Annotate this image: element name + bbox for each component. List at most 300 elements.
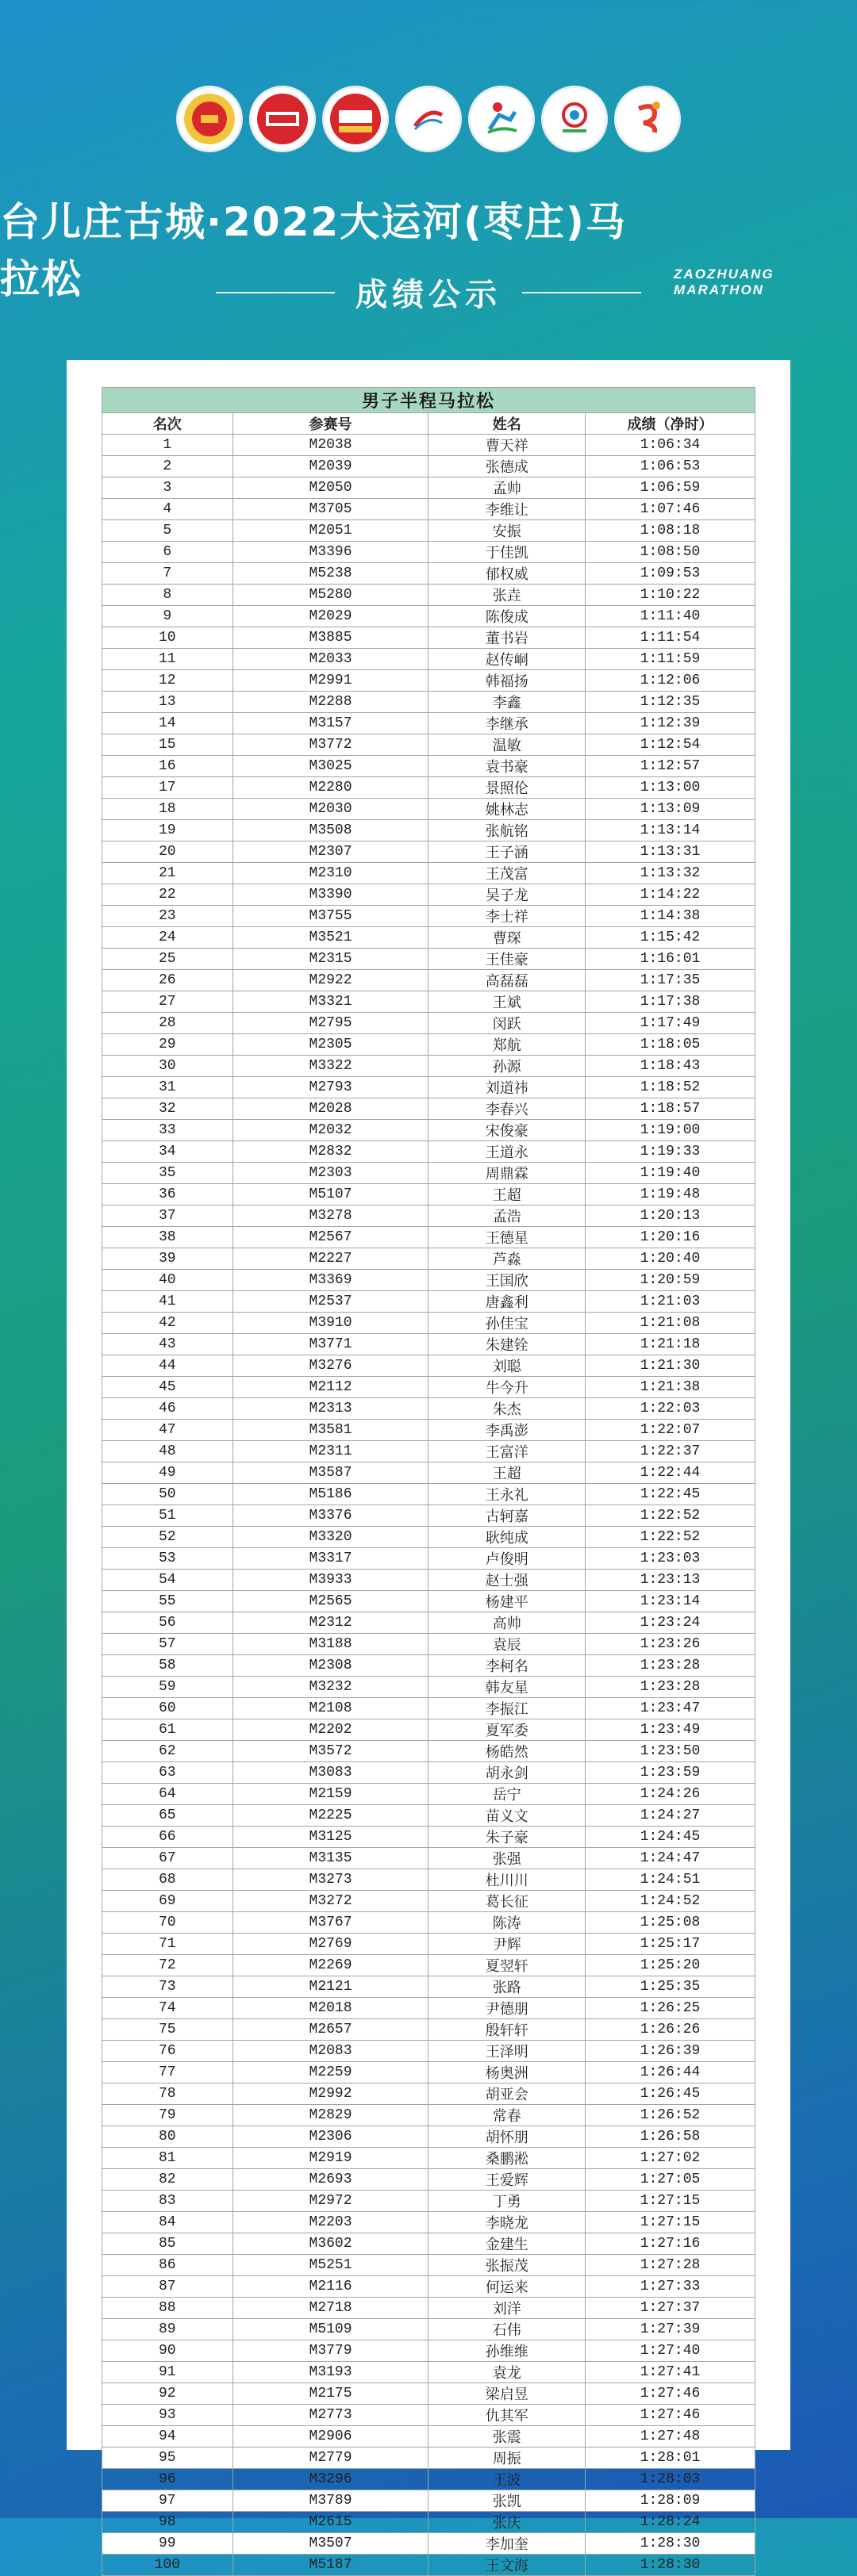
cell-rank: 40 [102,1270,233,1291]
cell-bib: M2615 [233,2512,428,2533]
cell-rank: 55 [102,1591,233,1612]
cell-rank: 1 [102,435,233,456]
cell-rank: 52 [102,1527,233,1548]
cell-name: 袁书豪 [428,756,586,777]
table-row [102,2298,755,2319]
cell-time: 1:24:26 [586,1784,755,1805]
table-row [102,2062,755,2083]
cell-bib: M2537 [233,1291,428,1313]
china-logo [395,86,462,152]
cell-name: 郑航 [428,1034,586,1056]
cell-time: 1:22:45 [586,1484,755,1505]
cell-name: 王斌 [428,991,586,1013]
cell-time: 1:12:06 [586,670,755,692]
table-row [102,713,755,734]
cell-name: 吴子龙 [428,884,586,906]
cell-time: 1:27:48 [586,2426,755,2448]
table-row [102,1098,755,1120]
cell-rank: 84 [102,2212,233,2233]
cell-bib: M2305 [233,1034,428,1056]
cell-bib: M5280 [233,585,428,606]
cell-bib: M3390 [233,884,428,906]
cell-time: 1:27:28 [586,2255,755,2276]
cell-rank: 13 [102,692,233,713]
table-row [102,2362,755,2383]
cell-bib: M2991 [233,670,428,692]
cell-name: 高磊磊 [428,970,586,991]
cell-name: 常春 [428,2105,586,2126]
cell-time: 1:23:50 [586,1741,755,1762]
cell-bib: M2793 [233,1077,428,1098]
cell-bib: M2121 [233,1976,428,1998]
cell-rank: 66 [102,1827,233,1848]
cell-bib: M3125 [233,1827,428,1848]
cell-name: 温敏 [428,734,586,756]
cell-name: 古轲嘉 [428,1505,586,1527]
cell-rank: 44 [102,1355,233,1377]
table-row [102,585,755,606]
table-row [102,734,755,756]
table-row [102,1612,755,1634]
cell-bib: M2202 [233,1719,428,1741]
cell-name: 朱子豪 [428,1827,586,1848]
cell-bib: M2050 [233,477,428,499]
cell-time: 1:19:33 [586,1141,755,1163]
cell-rank: 86 [102,2255,233,2276]
cell-name: 高帅 [428,1612,586,1634]
cell-rank: 67 [102,1848,233,1869]
cell-name: 景照伦 [428,777,586,799]
caa-gold-race-logo [249,86,316,152]
cell-time: 1:20:13 [586,1206,755,1227]
cell-time: 1:27:46 [586,2405,755,2426]
cell-name: 陈涛 [428,1912,586,1934]
cell-rank: 93 [102,2405,233,2426]
cell-bib: M2829 [233,2105,428,2126]
table-row [102,756,755,777]
table-row [102,1334,755,1355]
table-row [102,1912,755,1934]
heading-divider-left [216,292,335,293]
table-row [102,1313,755,1334]
cell-rank: 24 [102,927,233,949]
cell-time: 1:26:44 [586,2062,755,2083]
cell-name: 曹琛 [428,927,586,949]
cell-bib: M2116 [233,2276,428,2298]
table-row [102,777,755,799]
cell-bib: M3933 [233,1570,428,1591]
cell-bib: M2303 [233,1163,428,1184]
table-row [102,1077,755,1098]
cell-time: 1:13:09 [586,799,755,820]
cell-bib: M3193 [233,2362,428,2383]
cell-bib: M2906 [233,2426,428,2448]
cell-bib: M3273 [233,1869,428,1891]
table-row [102,1570,755,1591]
cell-time: 1:25:35 [586,1976,755,1998]
table-row [102,2083,755,2105]
cell-name: 桑鹏淞 [428,2148,586,2169]
table-row [102,820,755,841]
cell-bib: M3885 [233,627,428,649]
cell-time: 1:26:26 [586,2019,755,2041]
cell-time: 1:23:03 [586,1548,755,1570]
cell-name: 李士祥 [428,906,586,927]
cell-time: 1:27:33 [586,2276,755,2298]
cell-time: 1:24:52 [586,1891,755,1912]
cell-rank: 27 [102,991,233,1013]
cell-bib: M2288 [233,692,428,713]
cell-bib: M2312 [233,1612,428,1634]
cell-name: 袁龙 [428,2362,586,2383]
column-header-name: 姓名 [428,413,586,435]
table-row [102,2276,755,2298]
cell-time: 1:20:16 [586,1227,755,1248]
cell-time: 1:23:24 [586,1612,755,1634]
cell-time: 1:26:52 [586,2105,755,2126]
cell-time: 1:20:40 [586,1248,755,1270]
table-row [102,1934,755,1955]
cell-time: 1:22:03 [586,1398,755,1420]
cell-time: 1:21:38 [586,1377,755,1398]
cell-time: 1:21:30 [586,1355,755,1377]
table-row [102,799,755,820]
cell-rank: 31 [102,1077,233,1098]
cell-name: 卢俊明 [428,1548,586,1570]
cell-name: 唐鑫利 [428,1291,586,1313]
cell-bib: M2225 [233,1805,428,1827]
cell-rank: 96 [102,2469,233,2490]
cell-time: 1:25:20 [586,1955,755,1976]
table-row [102,477,755,499]
cell-rank: 91 [102,2362,233,2383]
cell-rank: 54 [102,1570,233,1591]
cell-rank: 58 [102,1655,233,1677]
cell-time: 1:21:18 [586,1334,755,1355]
cell-time: 1:06:53 [586,456,755,477]
cell-time: 1:12:39 [586,713,755,734]
cell-name: 赵士强 [428,1570,586,1591]
results-table [102,387,755,2576]
cell-bib: M3771 [233,1334,428,1355]
cell-time: 1:27:16 [586,2233,755,2255]
table-row [102,1548,755,1570]
cell-bib: M2779 [233,2448,428,2469]
cell-bib: M2280 [233,777,428,799]
table-row [102,1034,755,1056]
cell-name: 尹德朋 [428,1998,586,2019]
cell-bib: M2919 [233,2148,428,2169]
cell-name: 夏军委 [428,1719,586,1741]
cell-rank: 11 [102,649,233,670]
cell-bib: M3789 [233,2490,428,2512]
cell-bib: M3507 [233,2533,428,2555]
table-row [102,841,755,863]
table-row [102,2105,755,2126]
cell-time: 1:12:35 [586,692,755,713]
cell-bib: M2051 [233,520,428,542]
cell-bib: M2108 [233,1698,428,1719]
table-row [102,1206,755,1227]
cell-bib: M2773 [233,2405,428,2426]
table-row [102,1270,755,1291]
cell-name: 王子涵 [428,841,586,863]
cell-name: 岳宁 [428,1784,586,1805]
cell-rank: 73 [102,1976,233,1998]
cell-name: 王泽明 [428,2041,586,2062]
cell-time: 1:28:03 [586,2469,755,2490]
cell-name: 李禹澎 [428,1420,586,1441]
cell-bib: M2972 [233,2191,428,2212]
table-row [102,2405,755,2426]
cell-rank: 61 [102,1719,233,1741]
cell-name: 杨皓然 [428,1741,586,1762]
cell-rank: 49 [102,1462,233,1484]
table-row [102,2169,755,2191]
cell-rank: 90 [102,2340,233,2362]
cell-rank: 82 [102,2169,233,2191]
cell-bib: M3376 [233,1505,428,1527]
table-row [102,2191,755,2212]
table-row [102,1484,755,1505]
cell-name: 王道永 [428,1141,586,1163]
table-row [102,1377,755,1398]
cell-bib: M2313 [233,1398,428,1420]
cell-bib: M3705 [233,499,428,520]
cell-time: 1:26:39 [586,2041,755,2062]
table-row [102,1420,755,1441]
cell-time: 1:24:51 [586,1869,755,1891]
cell-time: 1:18:05 [586,1034,755,1056]
cell-time: 1:24:27 [586,1805,755,1827]
table-row [102,2555,755,2576]
cell-name: 王超 [428,1184,586,1206]
table-row [102,1527,755,1548]
cell-time: 1:23:49 [586,1719,755,1741]
cell-name: 张震 [428,2426,586,2448]
table-row [102,435,755,456]
cell-name: 石伟 [428,2319,586,2340]
results-card [67,360,790,2574]
cell-name: 张庆 [428,2512,586,2533]
cell-name: 李柯名 [428,1655,586,1677]
cell-time: 1:26:45 [586,2083,755,2105]
cell-rank: 42 [102,1313,233,1334]
cell-bib: M2311 [233,1441,428,1462]
table-row [102,863,755,884]
cell-bib: M3572 [233,1741,428,1762]
table-row [102,1719,755,1741]
table-row [102,884,755,906]
cell-rank: 23 [102,906,233,927]
cell-name: 李振江 [428,1698,586,1719]
cell-time: 1:16:01 [586,949,755,970]
cell-rank: 30 [102,1056,233,1077]
cell-name: 袁辰 [428,1634,586,1655]
cell-time: 1:28:30 [586,2555,755,2576]
table-row [102,2019,755,2041]
cell-bib: M2033 [233,649,428,670]
cell-name: 张振茂 [428,2255,586,2276]
cell-rank: 81 [102,2148,233,2169]
table-row [102,1976,755,1998]
cell-bib: M2032 [233,1120,428,1141]
cell-rank: 72 [102,1955,233,1976]
cell-time: 1:23:59 [586,1762,755,1784]
cell-bib: M3188 [233,1634,428,1655]
cell-name: 何运来 [428,2276,586,2298]
cell-name: 周振 [428,2448,586,2469]
cell-name: 金建生 [428,2233,586,2255]
table-row [102,2383,755,2405]
cell-rank: 8 [102,585,233,606]
cell-time: 1:27:40 [586,2340,755,2362]
cell-name: 韩福扬 [428,670,586,692]
cell-time: 1:11:59 [586,649,755,670]
cell-name: 李维让 [428,499,586,520]
cell-time: 1:27:15 [586,2212,755,2233]
cell-name: 刘道祎 [428,1077,586,1098]
cell-bib: M3232 [233,1677,428,1698]
cell-bib: M2259 [233,2062,428,2083]
cell-name: 陈俊成 [428,606,586,627]
table-row [102,456,755,477]
cell-bib: M2657 [233,2019,428,2041]
table-row [102,2212,755,2233]
cell-rank: 2 [102,456,233,477]
cell-time: 1:10:22 [586,585,755,606]
cell-bib: M2315 [233,949,428,970]
cell-time: 1:13:14 [586,820,755,841]
cell-name: 胡永剑 [428,1762,586,1784]
cell-bib: M2565 [233,1591,428,1612]
cell-name: 夏翌轩 [428,1955,586,1976]
cell-bib: M3320 [233,1527,428,1548]
table-row [102,1056,755,1077]
cell-time: 1:25:17 [586,1934,755,1955]
cell-rank: 94 [102,2426,233,2448]
cell-name: 周鼎霖 [428,1163,586,1184]
cell-rank: 74 [102,1998,233,2019]
cell-time: 1:06:34 [586,435,755,456]
table-row [102,1462,755,1484]
cell-bib: M3276 [233,1355,428,1377]
cell-rank: 79 [102,2105,233,2126]
cell-time: 1:23:26 [586,1634,755,1655]
table-row [102,1398,755,1420]
cell-rank: 16 [102,756,233,777]
cell-name: 姚林志 [428,799,586,820]
cell-bib: M2307 [233,841,428,863]
cell-bib: M2567 [233,1227,428,1248]
cell-time: 1:23:13 [586,1570,755,1591]
cell-time: 1:27:37 [586,2298,755,2319]
cell-rank: 32 [102,1098,233,1120]
cell-bib: M5186 [233,1484,428,1505]
cell-time: 1:17:35 [586,970,755,991]
table-row [102,499,755,520]
cell-rank: 78 [102,2083,233,2105]
cell-time: 1:28:24 [586,2512,755,2533]
cell-name: 赵传峒 [428,649,586,670]
cell-time: 1:06:59 [586,477,755,499]
column-header-bib: 参赛号 [233,413,428,435]
cell-name: 安振 [428,520,586,542]
cell-time: 1:21:08 [586,1313,755,1334]
cell-rank: 56 [102,1612,233,1634]
cell-time: 1:18:57 [586,1098,755,1120]
cell-name: 尹辉 [428,1934,586,1955]
cell-rank: 28 [102,1013,233,1034]
table-row [102,1505,755,1527]
cell-bib: M3157 [233,713,428,734]
table-row [102,520,755,542]
cell-time: 1:22:37 [586,1441,755,1462]
grand-canal-culture-logo [468,86,535,152]
table-row [102,1827,755,1848]
cell-rank: 35 [102,1163,233,1184]
table-header-row [102,413,755,435]
table-row [102,906,755,927]
cell-rank: 70 [102,1912,233,1934]
cell-time: 1:11:54 [586,627,755,649]
table-row [102,927,755,949]
cell-name: 曹天祥 [428,435,586,456]
cell-bib: M3025 [233,756,428,777]
cell-bib: M3272 [233,1891,428,1912]
cell-bib: M2306 [233,2126,428,2148]
cell-name: 胡怀朋 [428,2126,586,2148]
cell-rank: 77 [102,2062,233,2083]
sponsor-logo-row [0,86,857,152]
cell-rank: 6 [102,542,233,563]
cell-time: 1:22:44 [586,1462,755,1484]
cell-name: 张航铭 [428,820,586,841]
cell-rank: 99 [102,2533,233,2555]
cell-rank: 41 [102,1291,233,1313]
results-table-body [102,435,755,2576]
cell-rank: 60 [102,1698,233,1719]
cell-time: 1:12:57 [586,756,755,777]
cell-rank: 97 [102,2490,233,2512]
cell-bib: M2227 [233,1248,428,1270]
cell-rank: 4 [102,499,233,520]
cell-rank: 39 [102,1248,233,1270]
cell-name: 王德星 [428,1227,586,1248]
cell-name: 丁勇 [428,2191,586,2212]
cell-name: 闵跃 [428,1013,586,1034]
cell-rank: 5 [102,520,233,542]
table-row [102,1998,755,2019]
cell-rank: 98 [102,2512,233,2533]
table-row [102,2319,755,2340]
table-row [102,1248,755,1270]
table-row [102,1891,755,1912]
cell-name: 孙维维 [428,2340,586,2362]
cell-rank: 85 [102,2233,233,2255]
cell-name: 杨奥洲 [428,2062,586,2083]
cell-time: 1:26:58 [586,2126,755,2148]
cell-name: 王富洋 [428,1441,586,1462]
cell-name: 李晓龙 [428,2212,586,2233]
cell-bib: M3767 [233,1912,428,1934]
cell-time: 1:23:28 [586,1677,755,1698]
table-row [102,2340,755,2362]
cell-time: 1:28:30 [586,2533,755,2555]
cell-bib: M3369 [233,1270,428,1291]
cell-time: 1:24:45 [586,1827,755,1848]
cell-rank: 37 [102,1206,233,1227]
